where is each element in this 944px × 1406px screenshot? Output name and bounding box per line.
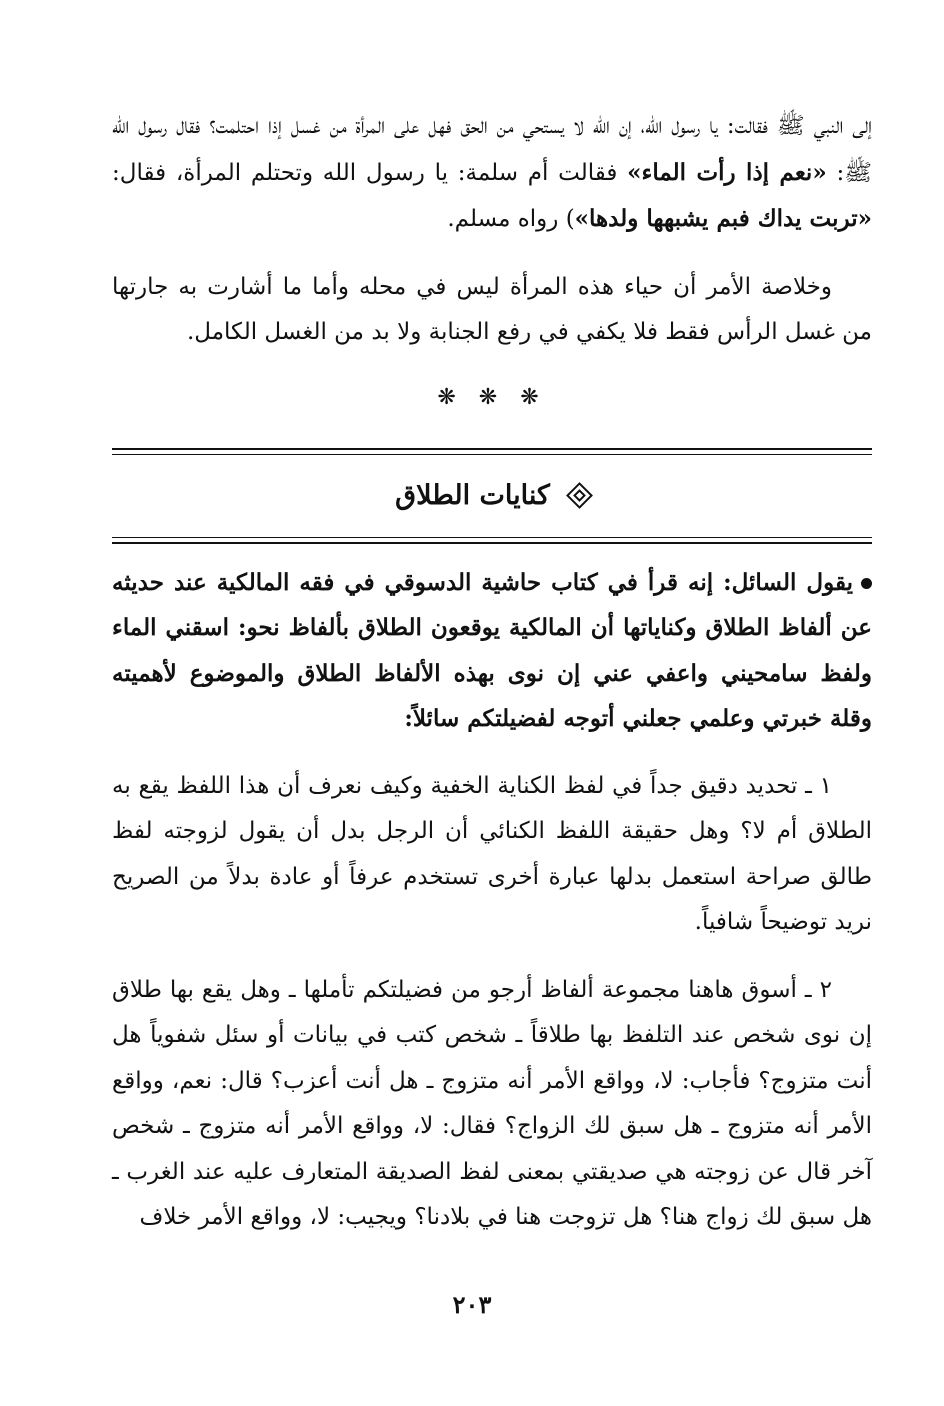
page-number: ٢٠٣ xyxy=(452,1290,492,1319)
question-point-1: ١ ـ تحديد دقيق جداً في لفظ الكناية الخفية وكيف نعرف أن هذا اللفظ يقع به الطلاق أم لا؟ وهل حقيقة اللفظ الكنائي أن الرجل بدل أن يقول لزوجته لفظ طالق صراحة استعمل بدلها عبارة أخرى تستخدم عرفاً أو عادة بدلاً من الصريح نريد توضيحاً شافياً. xyxy=(112,772,872,935)
hadith-text-1: إلى النبي ﷺ فقالت: يا رسول الله، إن الله لا يستحي من الحق فهل على المرأة من غسل إذا احتلمت؟ فقال رسول الله ﷺ: xyxy=(112,113,872,186)
question-label: يقول السائل: xyxy=(723,568,854,596)
page-body xyxy=(112,104,872,1241)
diamond-icon xyxy=(566,482,593,509)
hadith-quote-1: «نعم إذا رأت الماء» xyxy=(627,158,827,186)
bullet-icon xyxy=(861,578,872,589)
question-point-2: ٢ ـ أسوق هاهنا مجموعة ألفاظ أرجو من فضيلتكم تأملها ـ وهل يقع بها طلاق إن نوى شخص عند التلفظ بها طلاقاً ـ شخص كتب في بيانات أو سئل شفوياً هل أنت متزوج؟ فأجاب: لا، وواقع الأمر أنه متزوج ـ هل أنت أعزب؟ قال: نعم، وواقع الأمر أنه متزوج ـ هل سبق لك الزواج؟ فقال: لا، وواقع الأمر أنه متزوج ـ شخص آخر قال عن زوجته هي صديقتي بمعنى لفظ الصديقة المتعارف عليه عند الغرب ـ هل سبق لك زواج هنا؟ هل تزوجت هنا في بلادنا؟ ويجيب: لا، وواقع الأمر خلاف xyxy=(112,976,872,1230)
question-paragraph xyxy=(112,560,872,742)
summary-paragraph: وخلاصة الأمر أن حياء هذه المرأة ليس في محله وأما ما أشارت به جارتها من غسل الرأس فقط فلا يكفي في رفع الجنابة ولا بد من الغسل الكامل. xyxy=(112,273,872,345)
section-title: كنايات الطلاق xyxy=(395,480,550,511)
hadith-text-3: ) رواه مسلم. xyxy=(447,206,575,232)
section-heading xyxy=(112,455,872,537)
header-top-rule xyxy=(112,448,872,455)
hadith-quote-2: «تربت يداك فبم يشبهها ولدها» xyxy=(574,205,872,232)
header-bottom-rule-thin xyxy=(112,537,872,538)
section-separator: ❋ ❋ ❋ xyxy=(437,384,547,410)
section-header xyxy=(112,448,872,544)
hadith-paragraph xyxy=(112,104,872,243)
hadith-text-2: فقالت أم سلمة: يا رسول الله وتحتلم المرأة، فقال: xyxy=(112,159,628,186)
question-text: إنه قرأ في كتاب حاشية الدسوقي في فقه المالكية عند حديثه عن ألفاظ الطلاق وكناياتها أن المالكية يوقعون الطلاق بألفاظ نحو: اسقني الماء ولفظ سامحيني واعفي عني إن نوى بهذه الألفاظ الطلاق والموضوع لأهميته وقلة خبرتي وعلمي جعلني أتوجه لفضيلتكم سائلاً: xyxy=(112,568,872,732)
